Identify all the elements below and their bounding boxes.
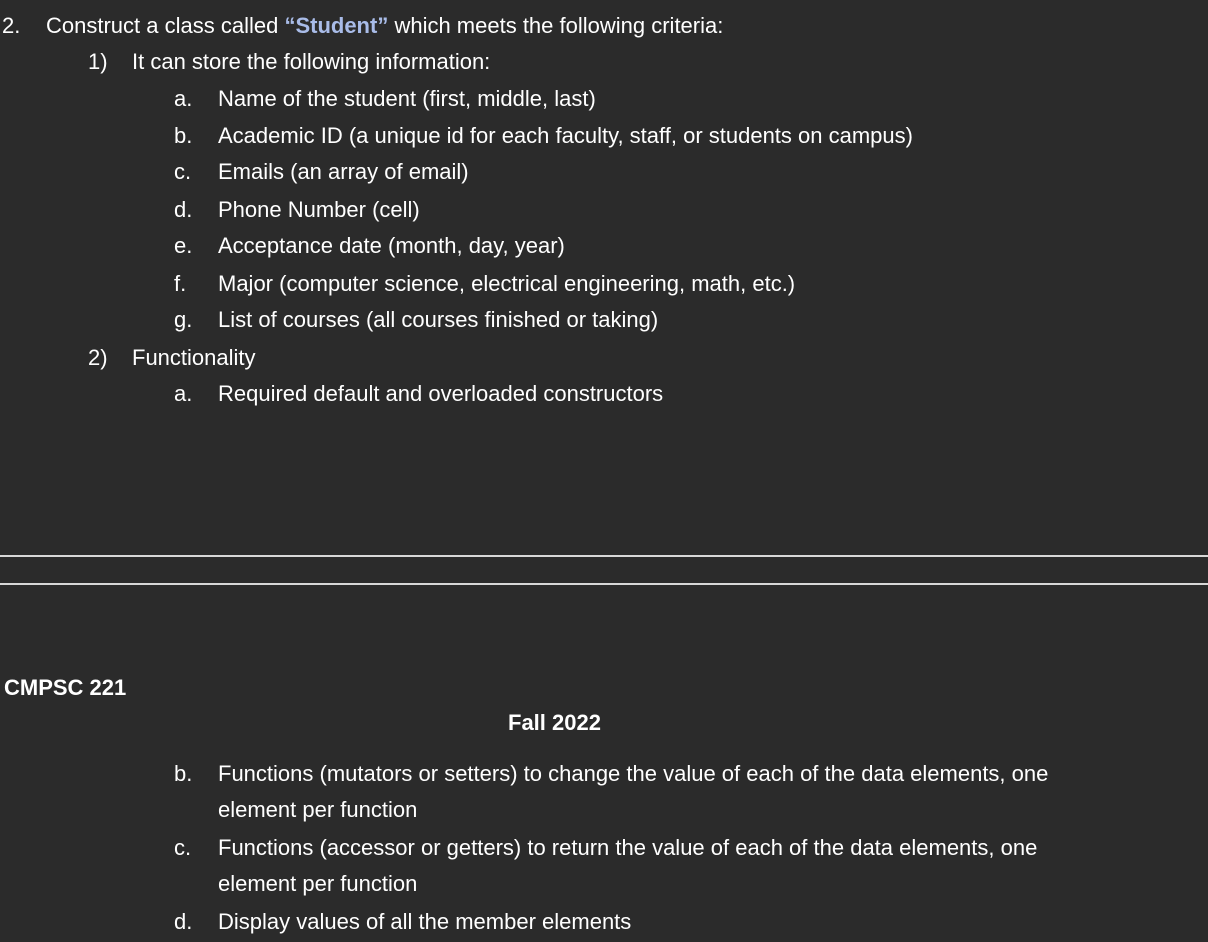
list-item-text: Major (computer science, electrical engineering, math, etc.) bbox=[218, 271, 796, 296]
list-item-text: Functions (accessor or getters) to return the value of each of the data elements, one bbox=[218, 835, 1038, 860]
list-marker: a. bbox=[174, 381, 193, 406]
list-item-text: Academic ID (a unique id for each faculty, staff, or students on campus) bbox=[218, 123, 913, 148]
section-title: Functionality bbox=[132, 345, 256, 370]
section-title: It can store the following information: bbox=[132, 49, 491, 74]
list-marker: c. bbox=[174, 159, 192, 184]
list-item-text: element per function bbox=[218, 797, 418, 822]
list-marker: d. bbox=[174, 909, 193, 934]
list-marker: a. bbox=[174, 86, 193, 111]
list-marker: f. bbox=[174, 271, 187, 296]
question-number: 2. bbox=[2, 13, 21, 38]
list-marker: b. bbox=[174, 123, 193, 148]
list-marker: e. bbox=[174, 233, 193, 258]
section-number: 2) bbox=[88, 345, 108, 370]
course-footer: CMPSC 221 bbox=[4, 675, 127, 700]
list-item-text: Functions (mutators or setters) to change the value of each of the data elements, one bbox=[218, 761, 1049, 786]
list-marker: c. bbox=[174, 835, 192, 860]
list-item-text: Name of the student (first, middle, last) bbox=[218, 86, 596, 111]
list-marker: g. bbox=[174, 307, 193, 332]
section-number: 1) bbox=[88, 49, 108, 74]
list-item-text: Phone Number (cell) bbox=[218, 197, 420, 222]
question-text-before: Construct a class called bbox=[46, 13, 285, 38]
list-item-text: element per function bbox=[218, 871, 418, 896]
class-name: “Student” bbox=[284, 13, 389, 38]
question-text-after: which meets the following criteria: bbox=[388, 13, 724, 38]
list-item-text: Required default and overloaded constructors bbox=[218, 381, 664, 406]
term-header: Fall 2022 bbox=[508, 710, 601, 735]
list-marker: b. bbox=[174, 761, 193, 786]
list-item-text: Display values of all the member elements bbox=[218, 909, 632, 934]
question-text bbox=[46, 12, 723, 40]
page-break-rule bbox=[0, 583, 1208, 585]
list-item-text: Emails (an array of email) bbox=[218, 159, 469, 184]
list-marker: d. bbox=[174, 197, 193, 222]
list-item-text: List of courses (all courses finished or taking) bbox=[218, 307, 659, 332]
list-item-text: Acceptance date (month, day, year) bbox=[218, 233, 565, 258]
page-break-rule bbox=[0, 555, 1208, 557]
